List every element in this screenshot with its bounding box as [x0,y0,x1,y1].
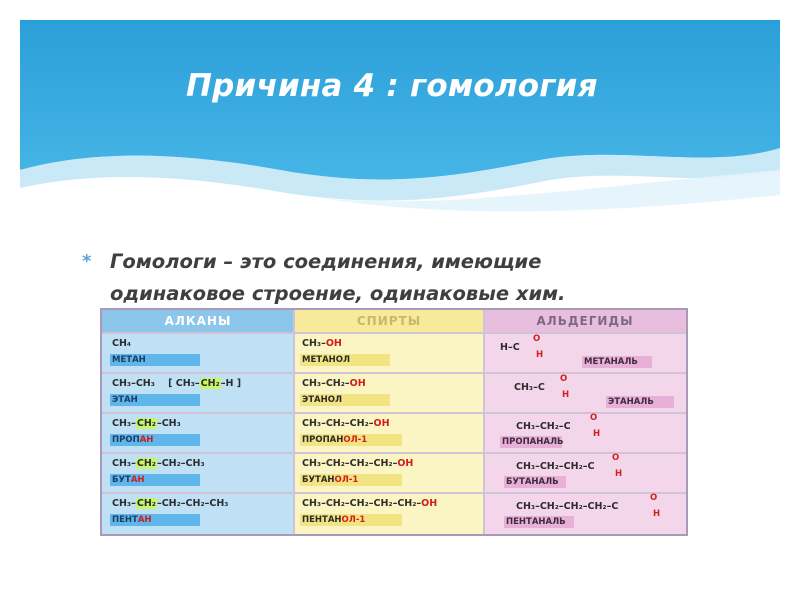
slide [20,20,780,580]
formula-highlight: CH₂ [136,498,156,509]
header-alkanes: АЛКАНЫ [102,310,294,332]
name-stem: БУТАН [302,475,335,485]
aldehyde-hydrogen: H [593,429,601,439]
bullet-marker: * [82,251,92,272]
formula-part: CH₃–CH₂–CH₂–CH₂–CH₂– [302,498,422,509]
alcohol-formula [302,498,437,509]
header-alcohols: СПИРТЫ [294,310,484,332]
alcohol-formula [302,378,366,389]
alcohol-name [300,474,402,486]
name-stem: БУТ [112,475,131,485]
alkane-name [110,474,200,486]
alkane-name [110,514,200,526]
column-divider [483,310,485,534]
homolog-table [100,308,688,536]
aldehyde-formula: CH₃–CH₂–C [516,421,571,432]
alkane-name: МЕТАН [110,354,200,366]
aldehyde-oxygen: O [650,493,658,503]
aldehyde-name: ЭТАНАЛЬ [606,396,674,408]
formula-part: CH₃–CH₃ [112,378,155,389]
name-suffix: ОЛ-1 [343,435,368,445]
aldehyde-oxygen: O [533,334,541,344]
row-divider [102,492,686,494]
name-suffix: ОЛ-1 [341,515,366,525]
formula-oh: OH [421,498,438,509]
aldehyde-name: МЕТАНАЛЬ [582,356,652,368]
alcohol-formula [302,458,413,469]
alkane-formula [112,458,205,469]
name-suffix: АН [130,475,145,485]
formula-part: –CH₂–CH₃ [156,458,205,469]
alcohol-name: ЭТАНОЛ [300,394,390,406]
aldehyde-hydrogen: H [562,390,570,400]
alcohol-name: МЕТАНОЛ [300,354,390,366]
alkane-name [110,434,200,446]
formula-part: CH₃–CH₂–CH₂– [302,418,374,429]
bullet-line-2: одинаковое строение, одинаковые хим. [110,282,566,305]
name-suffix: АН [137,515,152,525]
formula-highlight: CH₂ [136,418,156,429]
name-stem: ПЕНТ [112,515,138,525]
formula-part: [ CH₃– [168,378,200,389]
slide-title: Причина 4 : гомология [186,68,598,104]
row-divider [102,372,686,374]
alcohol-formula [302,338,342,349]
formula-part: –H ] [220,378,242,389]
formula-part: CH₃– [112,418,136,429]
name-stem: ПЕНТАН [302,515,342,525]
bullet-line-1: Гомологи – это соединения, имеющие [110,250,542,273]
alcohol-formula [302,418,390,429]
header-aldehydes: АЛЬДЕГИДЫ [484,310,686,332]
formula-oh: OH [397,458,414,469]
aldehyde-hydrogen: H [653,509,661,519]
row-divider [102,412,686,414]
alkane-formula [112,498,228,509]
aldehyde-formula: CH₃–CH₂–CH₂–C [516,461,595,472]
formula-highlight: CH₂ [136,458,156,469]
formula-part: CH₃–CH₂–CH₂–CH₂– [302,458,398,469]
bullet-text [110,246,750,310]
alkane-formula [112,418,181,429]
formula-part: CH₃– [112,458,136,469]
formula-part: –CH₂–CH₂–CH₃ [156,498,229,509]
aldehyde-name: ПРОПАНАЛЬ [502,437,564,447]
aldehyde-formula: H–C [500,342,520,353]
formula-part: CH₃– [112,498,136,509]
name-suffix: АН [139,435,154,445]
alkane-formula [112,378,241,389]
alkane-name: ЭТАН [110,394,200,406]
aldehyde-oxygen: O [612,453,620,463]
name-stem: ПРОПАН [302,435,344,445]
formula-highlight: CH₂ [200,378,220,389]
aldehyde-name: БУТАНАЛЬ [504,476,566,488]
aldehyde-hydrogen: H [536,350,544,360]
aldehyde-oxygen: O [560,374,568,384]
name-stem: ПРОП [112,435,140,445]
aldehyde-name: ПЕНТАНАЛЬ [504,516,574,528]
aldehyde-oxygen: O [590,413,598,423]
aldehyde-formula: CH₃–CH₂–CH₂–CH₂–C [516,501,619,512]
formula-part: CH₃–CH₂– [302,378,350,389]
aldehyde-formula: CH₃–C [514,382,545,393]
name-suffix: ОЛ-1 [334,475,359,485]
title-banner [20,20,780,220]
formula-oh: OH [373,418,390,429]
formula-oh: OH [349,378,366,389]
formula-oh: OH [325,338,342,349]
column-divider [293,310,295,534]
formula-part: CH₃– [302,338,326,349]
row-divider [102,452,686,454]
row-divider [102,332,686,334]
alkane-formula: CH₄ [112,338,132,349]
formula-part: –CH₃ [156,418,181,429]
alcohol-name [300,514,402,526]
aldehyde-hydrogen: H [615,469,623,479]
alcohol-name [300,434,402,446]
